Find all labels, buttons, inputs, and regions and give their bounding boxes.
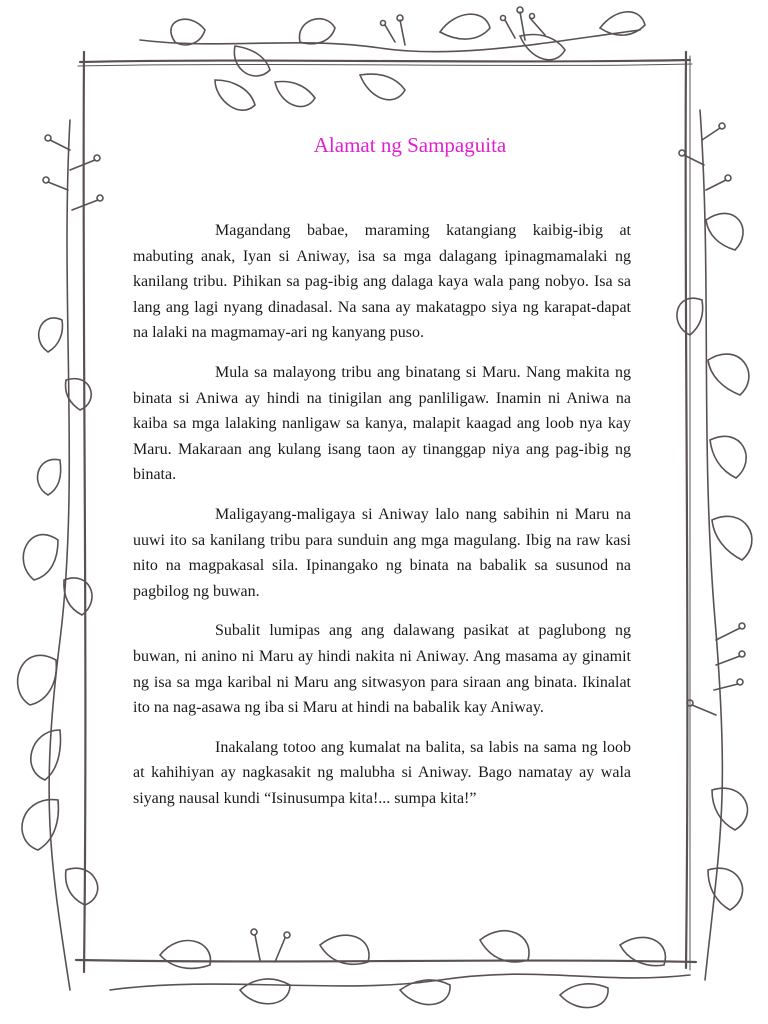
left-vine-icon [18,120,103,990]
frame-border-right [686,52,688,968]
document-title: Alamat ng Sampaguita [313,133,507,157]
story-body [133,218,631,825]
frame-border-left [84,52,86,972]
paragraph-3: Maligayang-maligaya si Aniway lalo nang sabihin ni Maru na uuwi ito sa kanilang tribu para sunduin ang mga magulang. Ibig na raw kasi nito na magpakasal sila. Ipinangako ng binata na babalik sa susunod na pagbilog ng buwan. [133,505,631,600]
paragraph-1: Magandang babae, maraming katangiang kaibig-ibig at mabuting anak, Iyan si Aniway, isa sa mga dalagang ipinagmamalaki ng kanilang tribu. Pihikan sa pag-ibig ang dalaga kaya wala pang nobyo. Isa sa lang ang lagi nyang dinadasal. Na sana ay makatagpo siya ng karapat-dapat na lalaki na magmamay-ari ng kanyang puso. [133,222,631,342]
frame-border-top [80,60,690,62]
paragraph-2: Mula sa malayong tribu ang binatang si Maru. Nang makita ng binata si Aniwa ay hindi na tinigilan ang panliligaw. Inamin ni Aniwa na kaiba sa mga lalaking nanligaw sa kanya, malapit kaagad ang loob nya kay Maru. Makaraan ang kulang isang taon ay tinanggap niya ang pag-ibig ng binata. [133,363,631,484]
bottom-vine-icon [110,929,690,1008]
right-vine-icon [677,110,752,980]
paragraph-4: Subalit lumipas ang ang dalawang pasikat at paglubong ng buwan, ni anino ni Maru ay hindi nakita ni Aniway. Ang masama ay ginamit ng isa sa mga karibal ni Maru ang sitwasyon para siraan ang binata. Ikinalat ito na nag-asawa ng iba si Maru at hindi na babalik kay Aniway. [133,622,631,717]
top-vine-icon [140,7,645,110]
paragraph-5: Inakalang totoo ang kumalat na balita, sa labis na sama ng loob at kahihiyan ay nagkasakit ng malubha si Aniway. Bago namatay ay wala siyang nausal kundi “Isinusumpa kita!... sumpa kita!” [133,738,631,807]
